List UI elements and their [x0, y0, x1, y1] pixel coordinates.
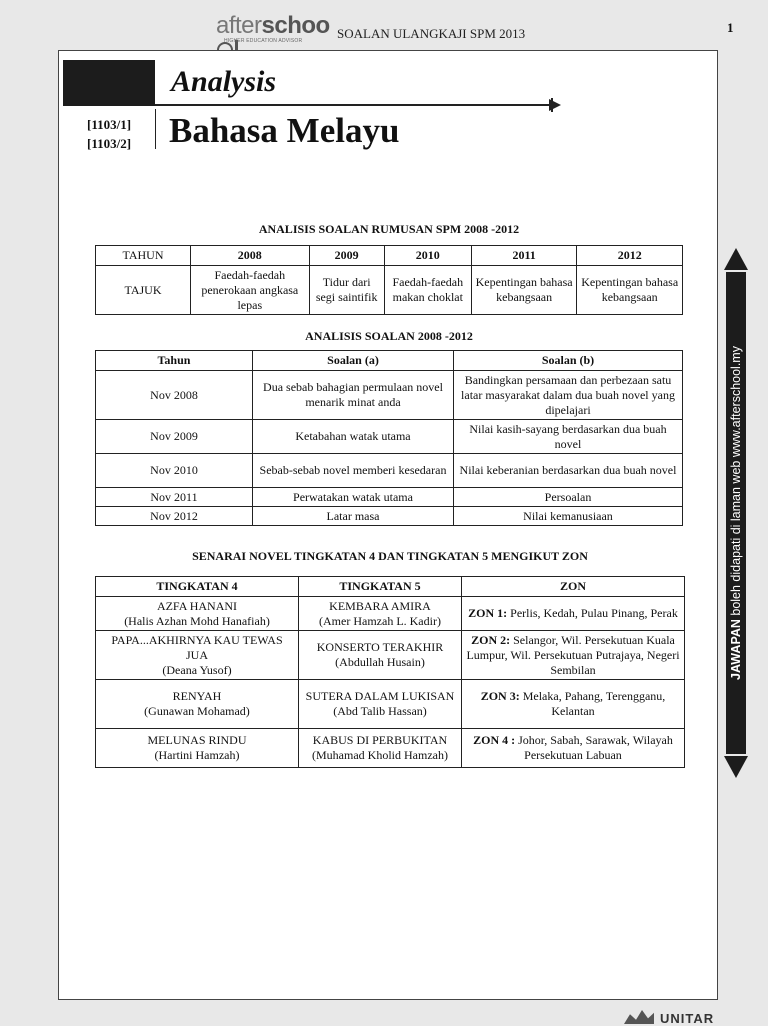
year-cell: 2008	[191, 246, 310, 266]
year-cell: Nov 2011	[96, 488, 253, 507]
zon-label: ZON 3:	[480, 689, 520, 703]
year-cell: 2011	[471, 246, 577, 266]
tingkatan4-cell	[96, 729, 299, 768]
tingkatan5-cell	[299, 597, 462, 631]
question-a-cell: Ketabahan watak utama	[253, 420, 454, 454]
topic-cell: Kepentingan bahasa kebangsaan	[471, 266, 577, 315]
novel-title: MELUNAS RINDU	[147, 733, 247, 747]
question-a-cell: Latar masa	[253, 507, 454, 526]
novel-title: KEMBARA AMIRA	[329, 598, 431, 613]
novel-author: (Muhamad Kholid Hamzah)	[312, 748, 448, 762]
zon-cell	[462, 729, 685, 768]
logo-text-dark: schoo	[261, 12, 330, 39]
novel-title: KABUS DI PERBUKITAN	[312, 733, 448, 747]
paper-codes	[87, 115, 131, 153]
table-row	[96, 420, 683, 454]
logo-text-light: after	[216, 12, 262, 39]
novel-author: (Halis Azhan Mohd Hanafiah)	[124, 613, 270, 628]
side-banner-text	[726, 272, 746, 754]
header-title: SOALAN ULANGKAJI SPM 2013	[337, 26, 526, 41]
title-block-accent	[63, 60, 155, 106]
section2-title: ANALISIS SOALAN 2008 -2012	[305, 329, 473, 343]
topic-cell: Faedah-faedah makan choklat	[384, 266, 471, 315]
zon-cell	[462, 631, 685, 680]
section3-title: SENARAI NOVEL TINGKATAN 4 DAN TINGKATAN 5 MENGIKUT ZON	[192, 549, 588, 563]
zon-label: ZON 1:	[468, 606, 508, 620]
soalan-table	[95, 350, 683, 526]
paper-code-2: [1103/2]	[87, 136, 132, 151]
column-header: TINGKATAN 5	[299, 577, 462, 597]
page-number: 1	[727, 20, 734, 35]
table-row	[96, 631, 685, 680]
novel-author: (Gunawan Mohamad)	[144, 704, 250, 718]
novel-author: (Abd Talib Hassan)	[333, 704, 427, 718]
page-header	[0, 0, 768, 50]
section1-title: ANALISIS SOALAN RUMUSAN SPM 2008 -2012	[258, 222, 520, 236]
year-cell: Nov 2008	[96, 371, 253, 420]
novel-author: (Deana Yusof)	[162, 662, 232, 677]
year-cell: Nov 2009	[96, 420, 253, 454]
tingkatan4-cell	[96, 680, 299, 729]
side-banner-bold: JAWAPAN	[729, 619, 743, 680]
question-a-cell: Dua sebab bahagian permulaan novel menarik minat anda	[253, 371, 454, 420]
side-banner	[724, 248, 748, 778]
tingkatan5-cell	[299, 680, 462, 729]
column-header: ZON	[462, 577, 685, 597]
table-row	[96, 577, 685, 597]
table-row	[96, 507, 683, 526]
side-banner-url-text: boleh didapati di laman web www.afterschool.my	[729, 346, 743, 620]
table-row	[96, 266, 683, 315]
question-b-cell: Persoalan	[454, 488, 683, 507]
zon-label: ZON 4 :	[473, 733, 516, 747]
tingkatan4-cell	[96, 597, 299, 631]
novel-table	[95, 576, 685, 768]
code-bracket	[151, 109, 156, 149]
novel-author: (Amer Hamzah L. Kadir)	[319, 613, 441, 628]
unitar-logo	[624, 1008, 768, 1024]
novel-title: RENYAH	[172, 689, 222, 703]
zon-states: Perlis, Kedah, Pulau Pinang, Perak	[507, 606, 678, 620]
column-header: Soalan (a)	[253, 351, 454, 371]
row-label-topic: TAJUK	[96, 266, 191, 315]
unitar-mark-icon	[624, 1010, 654, 1024]
novel-title: SUTERA DALAM LUKISAN	[305, 689, 455, 703]
document-page	[58, 50, 718, 1000]
question-a-cell: Perwatakan watak utama	[253, 488, 454, 507]
zon-states: Johor, Sabah, Sarawak, Wilayah Persekutuan Labuan	[515, 733, 673, 762]
subject-title: Bahasa Melayu	[169, 111, 400, 150]
logo-tagline: HIGHER EDUCATION ADVISOR	[224, 38, 303, 44]
column-header: Tahun	[96, 351, 253, 371]
table-row	[96, 351, 683, 371]
table-row	[96, 371, 683, 420]
novel-author: (Hartini Hamzah)	[154, 748, 240, 762]
table-row	[96, 454, 683, 488]
question-a-cell: Sebab-sebab novel memberi kesedaran	[253, 454, 454, 488]
zon-states: Melaka, Pahang, Terengganu, Kelantan	[519, 689, 666, 718]
zon-label: ZON 2:	[471, 632, 511, 647]
column-header: TINGKATAN 4	[96, 577, 299, 597]
zon-cell	[462, 680, 685, 729]
title-rule	[155, 104, 551, 106]
topic-cell: Faedah-faedah penerokaan angkasa lepas	[191, 266, 310, 315]
arrow-down-icon	[724, 756, 748, 778]
question-b-cell: Nilai keberanian berdasarkan dua buah novel	[454, 454, 683, 488]
topic-cell: Kepentingan bahasa kebangsaan	[577, 266, 683, 315]
table-row	[96, 597, 685, 631]
tingkatan4-cell	[96, 631, 299, 680]
column-header: Soalan (b)	[454, 351, 683, 371]
table-row	[96, 246, 683, 266]
novel-author: (Abdullah Husain)	[335, 655, 425, 669]
analysis-heading: Analysis	[171, 65, 277, 98]
year-cell: Nov 2012	[96, 507, 253, 526]
table-row	[96, 729, 685, 768]
rule-arrow-icon	[549, 99, 561, 111]
novel-title: AZFA HANANI	[156, 598, 238, 613]
zon-states: Selangor, Wil. Persekutuan Kuala Lumpur, Wil. Persekutuan Putrajaya, Negeri Sembilan	[466, 632, 680, 677]
year-cell: 2009	[309, 246, 384, 266]
tingkatan5-cell	[299, 729, 462, 768]
arrow-up-icon	[724, 248, 748, 270]
table-row	[96, 680, 685, 729]
unitar-text: UNITAR	[660, 1011, 715, 1026]
novel-title: KONSERTO TERAKHIR	[316, 640, 444, 654]
zon-cell	[462, 597, 685, 631]
table-row	[96, 488, 683, 507]
topic-cell: Tidur dari segi saintifik	[309, 266, 384, 315]
afterschool-logo	[216, 14, 328, 44]
year-cell: Nov 2010	[96, 454, 253, 488]
year-cell: 2010	[384, 246, 471, 266]
year-cell: 2012	[577, 246, 683, 266]
row-label-year: TAHUN	[96, 246, 191, 266]
rumusan-table	[95, 245, 683, 315]
novel-title: PAPA...AKHIRNYA KAU TEWAS JUA	[111, 632, 283, 662]
tingkatan5-cell	[299, 631, 462, 680]
question-b-cell: Nilai kemanusiaan	[454, 507, 683, 526]
question-b-cell: Bandingkan persamaan dan perbezaan satu latar masyarakat dalam dua buah novel yang dipelajari	[454, 371, 683, 420]
question-b-cell: Nilai kasih-sayang berdasarkan dua buah novel	[454, 420, 683, 454]
paper-code-1: [1103/1]	[87, 117, 132, 132]
